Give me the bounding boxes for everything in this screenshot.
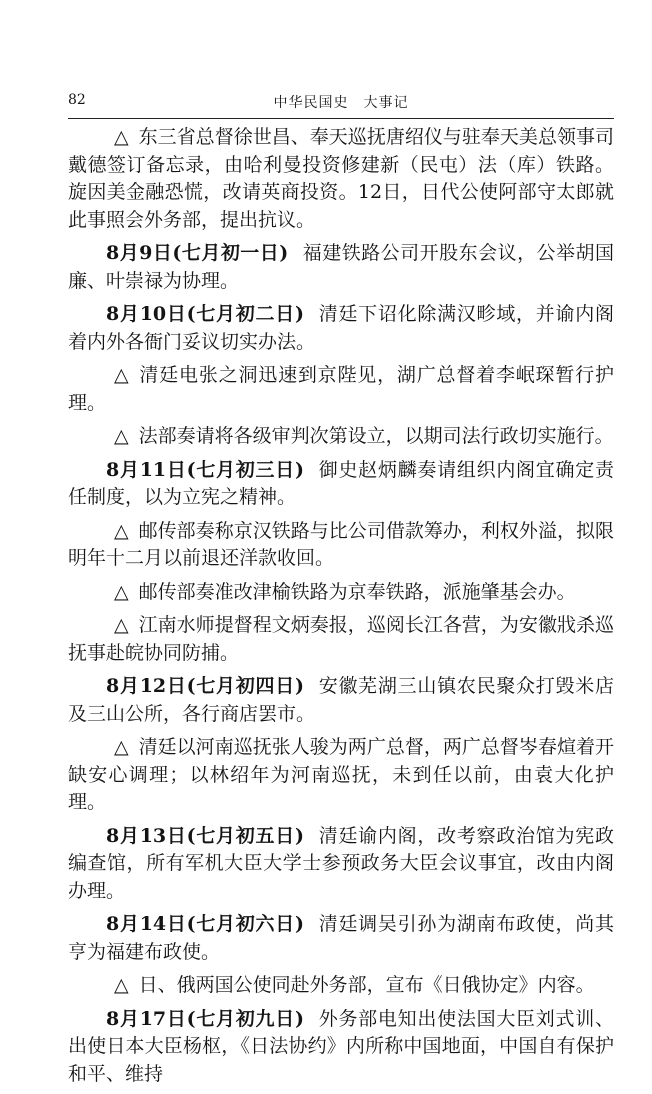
entry-text: 清廷下诏化除满汉畛域，并谕内阁着内外各衙门妥议切实办法。	[68, 303, 614, 353]
entry-text: 清廷调吴引孙为湖南布政使，尚其亨为福建布政使。	[68, 913, 614, 963]
entry-text: 福建铁路公司开股东会议，公举胡国廉、叶崇禄为协理。	[68, 242, 614, 292]
entry-date: 8月11日(七月初三日)	[106, 458, 304, 481]
triangle-marker-icon: △	[114, 519, 129, 542]
chronicle-entry	[68, 124, 614, 234]
entry-text: 东三省总督徐世昌、奉天巡抚唐绍仪与驻奉天美总领事司戴德签订备忘录，由哈利曼投资修建新（民屯）法（库）铁路。旋因美金融恐慌，改请英商投资。12日，日代公使阿部守太郎就此事照会外务部，提出抗议。	[68, 126, 614, 231]
page-header	[68, 92, 614, 116]
triangle-marker-icon: △	[114, 974, 129, 996]
entry-text: 法部奏请将各级审判次第设立，以期司法行政切实施行。	[138, 425, 614, 447]
running-title: 中华民国史 大事记	[273, 95, 409, 111]
chronicle-entry	[68, 240, 614, 295]
entry-date: 8月14日(七月初六日)	[106, 913, 304, 935]
entry-text: 清廷谕内阁，改考察政治馆为宪政编查馆，所有军机大臣大学士参预政务大臣会议事宜，改由内阁办理。	[68, 824, 614, 902]
chronicle-entry	[68, 911, 614, 966]
chronicle-entry	[68, 457, 614, 512]
document-body	[68, 124, 614, 1094]
entry-date: 8月13日(七月初五日)	[106, 824, 304, 847]
page-number: 82	[68, 92, 86, 108]
chronicle-entry	[68, 301, 614, 356]
chronicle-entry	[68, 423, 614, 451]
chronicle-entry	[68, 579, 614, 607]
triangle-marker-icon: △	[114, 736, 129, 758]
entry-text: 外务部电知出使法国大臣刘式训、出使日本大臣杨枢，《日法协约》内所称中国地面，中国自有保护和平、维持	[68, 1007, 614, 1085]
entry-date: 8月17日(七月初九日)	[106, 1007, 304, 1030]
entry-text: 邮传部奏称京汉铁路与比公司借款筹办，利权外溢，拟限明年十二月以前退还洋款收回。	[68, 519, 614, 569]
chronicle-entry	[68, 823, 614, 906]
entry-text: 御史赵炳麟奏请组织内阁宜确定责任制度，以为立宪之精神。	[68, 458, 614, 508]
entry-text: 清廷以河南巡抚张人骏为两广总督，两广总督岑春煊着开缺安心调理；以林绍年为河南巡抚，未到任以前，由袁大化护理。	[68, 736, 614, 813]
entry-text: 日、俄两国公使同赴外务部，宣布《日俄协定》内容。	[138, 974, 595, 996]
entry-text: 清廷电张之洞迅速到京陛见，湖广总督着李岷琛暂行护理。	[68, 364, 614, 414]
triangle-marker-icon: △	[114, 126, 129, 148]
entry-text: 江南水师提督程文炳奏报，巡阅长江各营，为安徽戕杀巡抚事赴皖协同防捕。	[68, 614, 614, 664]
triangle-marker-icon: △	[114, 425, 129, 447]
chronicle-entry	[68, 518, 614, 573]
header-rule	[68, 118, 614, 119]
entry-text: 安徽芜湖三山镇农民聚众打毁米店及三山公所，各行商店罢市。	[68, 675, 614, 725]
entry-text: 邮传部奏准改津榆铁路为京奉铁路，派施肇基会办。	[138, 580, 576, 603]
triangle-marker-icon: △	[114, 614, 129, 636]
chronicle-entry	[68, 362, 614, 417]
chronicle-entry	[68, 1006, 614, 1089]
chronicle-entry	[68, 972, 614, 1000]
triangle-marker-icon: △	[114, 580, 129, 603]
entry-date: 8月9日(七月初一日)	[106, 242, 289, 264]
chronicle-entry	[68, 673, 614, 728]
entry-date: 8月10日(七月初二日)	[106, 303, 304, 325]
triangle-marker-icon: △	[114, 364, 130, 386]
chronicle-entry	[68, 734, 614, 817]
entry-date: 8月12日(七月初四日)	[106, 675, 304, 697]
chronicle-entry	[68, 612, 614, 667]
